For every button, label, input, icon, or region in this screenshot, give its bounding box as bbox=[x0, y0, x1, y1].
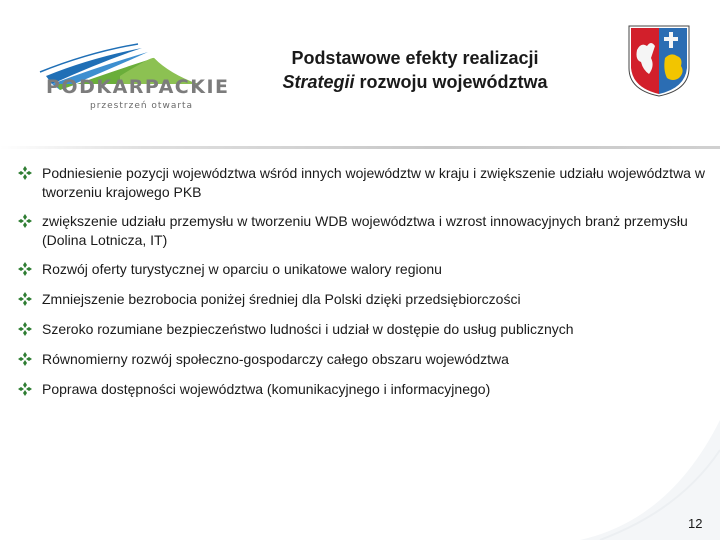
diamond-cluster-icon bbox=[18, 166, 32, 180]
title-italic-word: Strategii bbox=[282, 72, 355, 92]
slide-title bbox=[220, 46, 610, 94]
header-divider bbox=[0, 146, 720, 149]
list-item-text: Rozwój oferty turystycznej w oparciu o unikatowe walory regionu bbox=[42, 261, 442, 277]
list-item-text: Zmniejszenie bezrobocia poniżej średniej dla Polski dzięki przedsiębiorczości bbox=[42, 291, 521, 307]
list-item bbox=[18, 260, 708, 279]
page-number: 12 bbox=[688, 516, 703, 531]
coat-of-arms-icon bbox=[627, 24, 691, 98]
diamond-cluster-icon bbox=[18, 382, 32, 396]
list-item-text: Szeroko rozumiane bezpieczeństwo ludności i udział w dostępie do usług publicznych bbox=[42, 321, 574, 337]
list-item bbox=[18, 350, 708, 369]
list-item bbox=[18, 290, 708, 309]
effects-list bbox=[18, 164, 708, 399]
list-item bbox=[18, 164, 708, 202]
list-item bbox=[18, 212, 708, 250]
diamond-cluster-icon bbox=[18, 322, 32, 336]
diamond-cluster-icon bbox=[18, 262, 32, 276]
list-item-text: zwiększenie udziału przemysłu w tworzeniu WDB województwa i wzrost innowacyjnych branż przemysłu (Dolina Lotnicza, IT) bbox=[42, 213, 688, 248]
list-item-text: Podniesienie pozycji województwa wśród innych województw w kraju i zwiększenie udziału województwa w tworzeniu krajowego PKB bbox=[42, 165, 705, 200]
title-line-2-rest: rozwoju województwa bbox=[354, 72, 548, 92]
list-item bbox=[18, 380, 708, 399]
diamond-cluster-icon bbox=[18, 214, 32, 228]
title-line-2 bbox=[220, 70, 610, 94]
diamond-cluster-icon bbox=[18, 292, 32, 306]
logo-name: PODKARPACKIE bbox=[46, 76, 230, 98]
logo-tagline: przestrzeń otwarta bbox=[90, 101, 194, 111]
diamond-cluster-icon bbox=[18, 352, 32, 366]
list-item-text: Poprawa dostępności województwa (komunikacyjnego i informacyjnego) bbox=[42, 381, 491, 397]
list-item-text: Równomierny rozwój społeczno-gospodarczy całego obszaru województwa bbox=[42, 351, 509, 367]
list-item bbox=[18, 320, 708, 339]
title-line-1: Podstawowe efekty realizacji bbox=[291, 48, 539, 68]
